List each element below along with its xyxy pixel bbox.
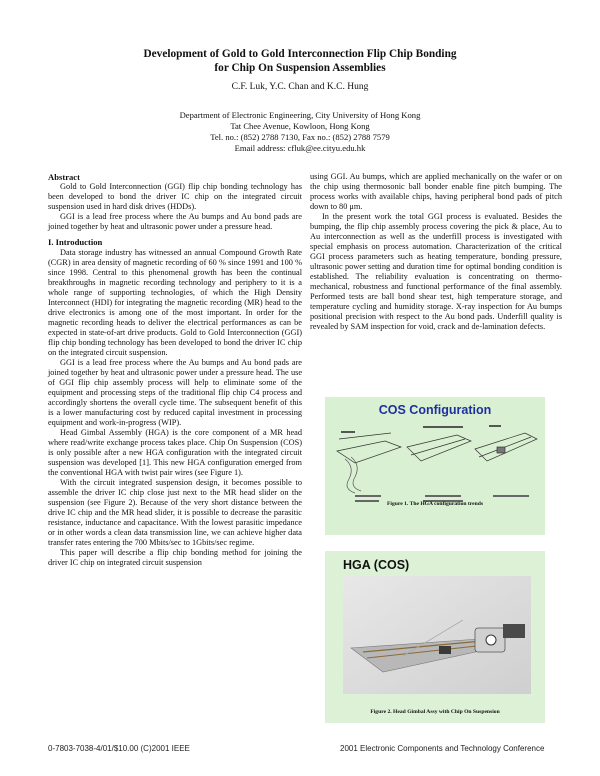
affiliation: [60, 110, 540, 154]
paper-title: [60, 48, 540, 75]
footer-conference: 2001 Electronic Components and Technology Conference: [340, 744, 545, 753]
hga-suspension-photo: [343, 576, 531, 694]
intro-paragraph: Head Gimbal Assembly (HGA) is the core component of a MR head where read/write exchange process takes place. Chip On Suspension (COS) is only possible after a new HGA configuration with the integrated circuit suspension was developed [1]. This new HGA configuration emerged from the conventional HGA with twist pair wires (see Figure 1).: [48, 427, 302, 477]
intro-paragraph: This paper will describe a flip chip bonding method for joining the driver IC chip on integrated circuit suspension: [48, 547, 302, 567]
intro-paragraph: With the circuit integrated suspension design, it becomes possible to assemble the driver IC chip close just next to the MR head slider on the suspension (see Figure 2). Because of the very short distance between the drive IC chip and the MR head slider, it is possible to decrease the parasitic resistance, inductance and capacitance. With the lowest parasitic impedance or in other words a clean data transmission line, we can achieve higher data transfer rates entering the 700 Mbits/sec to 1Gbits/sec regime.: [48, 477, 302, 547]
abstract-paragraph: Gold to Gold Interconnection (GGI) flip chip bonding technology has been developed to bond the driver IC chip on the integrated circuit suspension used in hard disk drives (HDDs).: [48, 182, 302, 212]
title-line-1: Development of Gold to Gold Interconnection Flip Chip Bonding: [143, 48, 457, 60]
figure-2-caption: Figure 2. Head Gimbal Assy with Chip On Suspension: [370, 709, 500, 715]
authors: C.F. Luk, Y.C. Chan and K.C. Hung: [231, 82, 369, 92]
abstract-paragraph: GGI is a lead free process where the Au bumps and Au bond pads are joined together by heat and ultrasonic power under a pressure head.: [48, 212, 302, 232]
hga-photo: [343, 576, 531, 694]
intro-heading: I. Introduction: [48, 237, 103, 248]
figure-1-title: COS Configuration: [378, 403, 492, 417]
intro-paragraph: Data storage industry has witnessed an annual Compound Growth Rate (CGR) in area density of magnetic recording of 60 % since 1991 and 100 % since 1998. Central to this phenomenal growth has been the continual breakthroughs in magnetic recording technology and periphery to it is a whole range of supporting technologies, of which the High Density Interconnect (HDI) for integrating the magnetic recording (MR) head to the drive electronics is among one of the most important. In order for the magnetic recording heads to deliver the electrical performances as can be expected in state-of-art drive products. Gold to Gold Interconnection (GGI) flip chip bonding technology has been developed to bond the driver IC chip on the integrated circuit suspension.: [48, 247, 302, 357]
affiliation-dept: Department of Electronic Engineering, City University of Hong Kong: [179, 110, 421, 120]
figure-2-title: HGA (COS): [343, 558, 410, 572]
figure-2: [325, 551, 545, 723]
right-column: [310, 172, 562, 332]
affiliation-email: Email address: cfluk@ee.cityu.edu.hk: [234, 142, 366, 153]
body-paragraph: using GGI. Au bumps, which are applied mechanically on the wafer or on the chip using thermosonic ball bonder enable fine pitch bumping. The process works with available chips, having peripheral bond pads of pitch down to 80 μm.: [310, 172, 562, 211]
figure-1: [325, 397, 545, 535]
abstract-heading: Abstract: [48, 172, 80, 182]
body-paragraph: In the present work the total GGI process is evaluated. Besides the bumping, the flip chip assembly process covering the pick & place, Au to Au interconnection as well as the underfill process is investigated with special emphasis on process automation. Characterization of the critical GGI process parameters such as heating temperature, bonding pressure, ultrasonic power setting and duration time for optimal bonding condition is established. The reliability evaluation is concentrating on thermo-mechanical, robustness and functional performance of the final assembly. Performed tests are ball bond shear test, high temperature storage, and temperature cycling and humidity storage. X-ray inspection for Au bumps positional precision with respect to the Au bond pads. Underfill quality is revealed by SAM inspection for void, crack and de-lamination defects.: [310, 212, 562, 331]
footer-copyright: 0-7803-7038-4/01/$10.00 (C)2001 IEEE: [48, 744, 190, 753]
left-column: [48, 172, 302, 568]
figure-1-caption: Figure 1. The HGA configuration trends: [386, 501, 484, 507]
affiliation-address: Tat Chee Avenue, Kowloon, Hong Kong: [230, 120, 370, 131]
intro-paragraph: GGI is a lead free process where the Au bumps and Au bond pads are joined together by heat and ultrasonic power under a pressure head. The use of GGI flip chip assembly process will help to eliminate some of the equipment and processing steps of the traditional flip chip C4 process and accordingly shortens the overall cycle time. The subsequent benefit of this is a lower manufacturing cost by reduced capital investment in processing equipment and work-in-progress (WIP).: [48, 357, 302, 427]
affiliation-phone: Tel. no.: (852) 2788 7130, Fax no.: (852) 2788 7579: [210, 131, 390, 142]
title-line-2: for Chip On Suspension Assemblies: [214, 61, 386, 74]
